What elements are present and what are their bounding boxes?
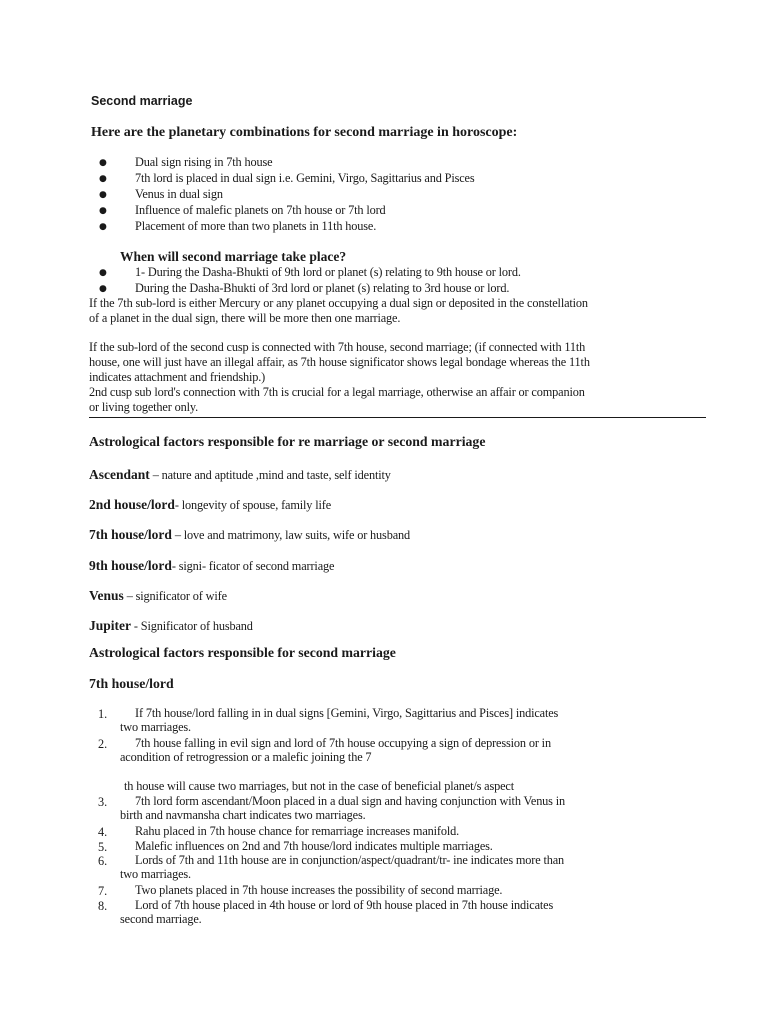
bullet-icon: ● [99, 190, 107, 200]
list-item: Venus in dual sign [135, 187, 223, 201]
list-number: 6. [98, 854, 108, 868]
factor-label: 9th house/lord [89, 558, 172, 573]
list-item: If 7th house/lord falling in in dual signs [Gemini, Virgo, Sagittarius and Pisces] indicates [135, 706, 559, 720]
list-number: 4. [98, 825, 108, 839]
factors-heading: Astrological factors responsible for re marriage or second marriage [89, 434, 486, 449]
factor-9th-house [89, 555, 334, 574]
list-number: 2. [98, 737, 108, 751]
factor-desc: - signi- ficator of second marriage [171, 559, 335, 573]
list-item: Influence of malefic planets on 7th house or 7th lord [135, 203, 386, 217]
factor-label: 2nd house/lord [89, 497, 175, 512]
intro-heading: Here are the planetary combinations for second marriage in horoscope: [91, 125, 518, 140]
factor-2nd-house [89, 494, 331, 513]
factor-desc: - longevity of spouse, family life [174, 498, 331, 512]
list-item: 7th lord form ascendant/Moon placed in a dual sign and having conjunction with Venus in [135, 794, 566, 808]
horizontal-divider [89, 417, 706, 418]
list-item: 7th lord is placed in dual sign i.e. Gemini, Virgo, Sagittarius and Pisces [135, 171, 475, 185]
list-item-continuation: second marriage. [120, 912, 202, 926]
paragraph-line: If the 7th sub-lord is either Mercury or any planet occupying a dual sign or deposited in the constellation [89, 296, 588, 310]
list-item: Rahu placed in 7th house chance for remarriage increases manifold. [135, 824, 460, 838]
second-marriage-heading: Astrological factors responsible for second marriage [89, 645, 396, 660]
paragraph-line: 2nd cusp sub lord's connection with 7th is crucial for a legal marriage, otherwise an affair or companion [89, 385, 585, 399]
list-number: 8. [98, 899, 108, 913]
paragraph-line: or living together only. [89, 400, 198, 414]
factor-jupiter [89, 615, 253, 634]
seventh-house-heading: 7th house/lord [89, 676, 174, 691]
factor-label: Venus [89, 588, 124, 603]
list-item: Dual sign rising in 7th house [135, 155, 273, 169]
list-item-continuation: th house will cause two marriages, but not in the case of beneficial planet/s aspect [124, 779, 514, 793]
factor-desc: - Significator of husband [131, 619, 253, 633]
list-item: Malefic influences on 2nd and 7th house/lord indicates multiple marriages. [135, 839, 493, 853]
factor-label: 7th house/lord [89, 527, 172, 542]
list-item: 7th house falling in evil sign and lord of 7th house occupying a sign of depression or in [135, 736, 551, 750]
paragraph-line: of a planet in the dual sign, there will be more then one marriage. [89, 311, 401, 325]
list-item: 1- During the Dasha-Bhukti of 9th lord or planet (s) relating to 9th house or lord. [135, 265, 521, 279]
list-item-continuation: acondition of retrogression or a malefic joining the 7 [120, 750, 372, 764]
list-number: 3. [98, 795, 108, 809]
factor-ascendant [89, 464, 391, 483]
factor-desc: – significator of wife [123, 589, 227, 603]
factor-desc: – love and matrimony, law suits, wife or husband [171, 528, 410, 542]
paragraph-line: indicates attachment and friendship.) [89, 370, 266, 384]
factor-venus [89, 585, 227, 604]
factor-desc: – nature and aptitude ,mind and taste, self identity [149, 468, 391, 482]
paragraph-line: If the sub-lord of the second cusp is connected with 7th house, second marriage; (if connected with 11th [89, 340, 586, 354]
bullet-icon: ● [99, 174, 107, 184]
list-item-continuation: birth and navmansha chart indicates two marriages. [120, 808, 366, 822]
factor-label: Ascendant [89, 467, 150, 482]
bullet-icon: ● [99, 284, 107, 294]
bullet-icon: ● [99, 222, 107, 232]
when-heading: When will second marriage take place? [120, 249, 347, 264]
list-item: Lords of 7th and 11th house are in conjunction/aspect/quadrant/tr- ine indicates more than [135, 853, 565, 867]
factor-label: Jupiter [89, 618, 131, 633]
factor-7th-house [89, 524, 410, 543]
bullet-icon: ● [99, 268, 107, 278]
list-item-continuation: two marriages. [120, 720, 191, 734]
document-title: Second marriage [91, 94, 193, 108]
list-item: During the Dasha-Bhukti of 3rd lord or planet (s) relating to 3rd house or lord. [135, 281, 510, 295]
list-item-continuation: two marriages. [120, 867, 191, 881]
bullet-icon: ● [99, 206, 107, 216]
list-item: Lord of 7th house placed in 4th house or lord of 9th house placed in 7th house indicates [135, 898, 554, 912]
list-number: 5. [98, 840, 108, 854]
list-number: 7. [98, 884, 108, 898]
list-item: Two planets placed in 7th house increases the possibility of second marriage. [135, 883, 503, 897]
bullet-icon: ● [99, 158, 107, 168]
paragraph-line: house, one will just have an illegal affair, as 7th house significator shows legal bondage whereas the 11th [89, 355, 590, 369]
list-number: 1. [98, 707, 108, 721]
list-item: Placement of more than two planets in 11th house. [135, 219, 377, 233]
